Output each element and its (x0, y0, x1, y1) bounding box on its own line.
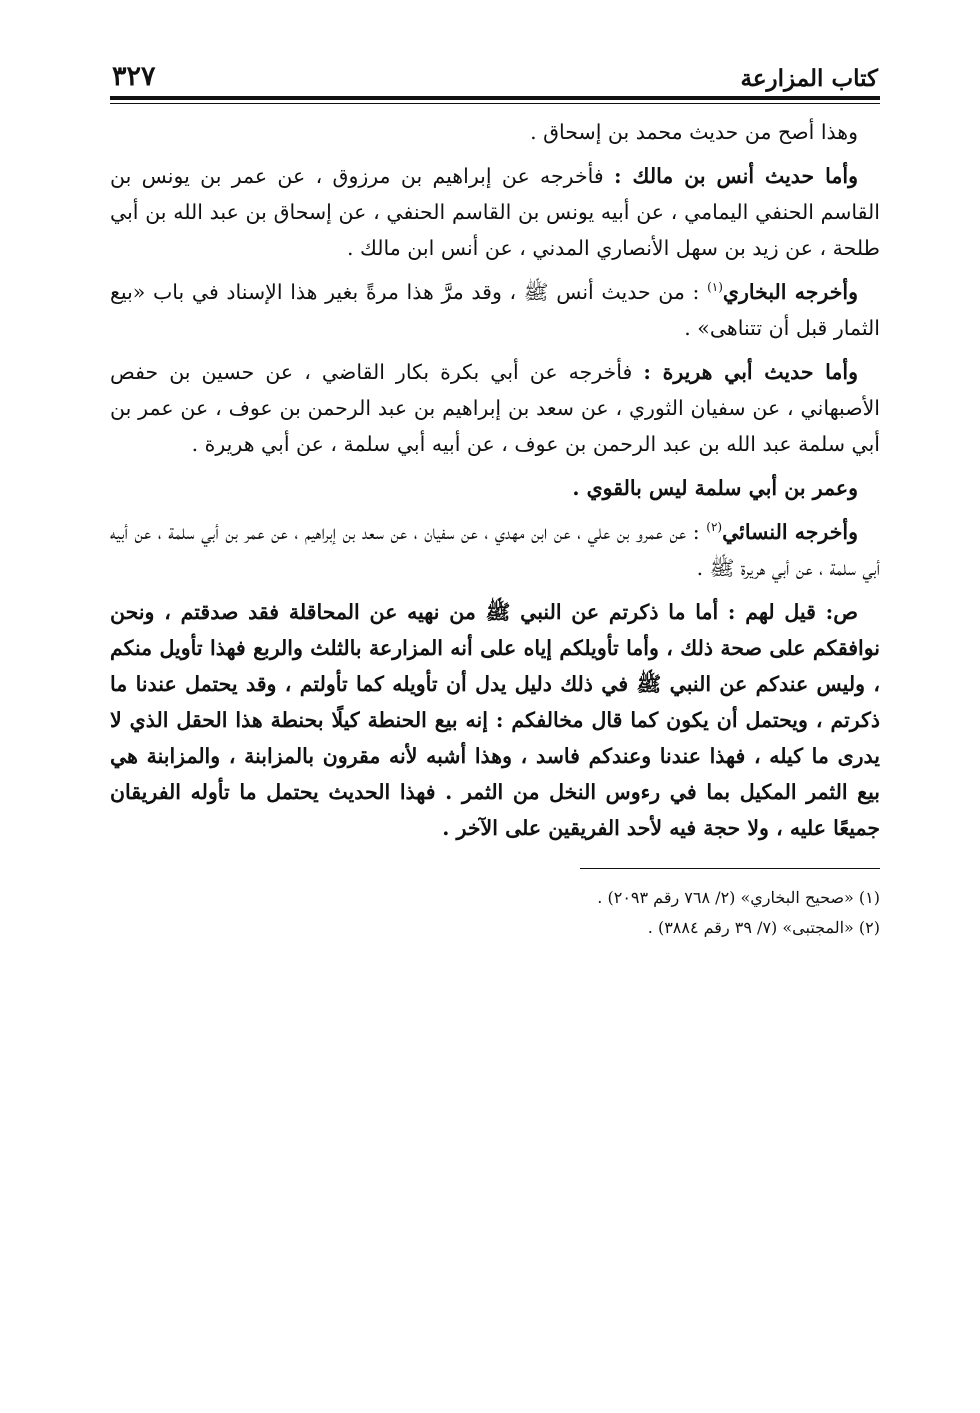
footnote-1: (١) «صحيح البخاري» (٢/ ٧٦٨ رقم ٢٠٩٣) . (597, 888, 880, 907)
paragraph-6 (110, 514, 880, 586)
paragraph-6-text: : عن عمرو بن علي ، عن ابن مهدي ، عن سفيان ، عن سعد بن إبراهيم ، عن عمر بن أبي سلمة ، عن أبيه أبي سلمة ، عن أبي هريرة ﷺ . (110, 520, 880, 580)
paragraph-7 (110, 594, 880, 846)
page-body (110, 114, 880, 846)
paragraph-1 (110, 114, 880, 150)
paragraph-4 (110, 354, 880, 462)
footnote-separator (580, 868, 880, 869)
paragraph-4-lead: وأما حديث أبي هريرة : (643, 360, 858, 384)
page-number: ٣٢٧ (112, 61, 156, 92)
paragraph-5-text: وعمر بن أبي سلمة ليس بالقوي . (572, 476, 858, 500)
paragraph-5 (110, 470, 880, 506)
header-rule-thin (110, 103, 880, 104)
paragraph-6-lead: وأخرجه النسائي (722, 520, 858, 544)
running-title: كتاب المزارعة (740, 65, 878, 92)
page-header (110, 48, 880, 92)
paragraph-3 (110, 274, 880, 346)
paragraph-2-lead: وأما حديث أنس بن مالك : (614, 164, 858, 188)
book-page (110, 48, 880, 943)
paragraph-4-text: فأخرجه عن أبي بكرة بكار القاضي ، عن حسين بن حفص الأصبهاني ، عن سفيان الثوري ، عن سعد بن إبراهيم بن عبد الرحمن بن عوف ، عن عمر بن أبي سلمة عبد الله بن عبد الرحمن بن عوف ، عن أبيه أبي سلمة ، عن أبي هريرة . (110, 360, 880, 456)
footnote-ref-2[interactable]: (٢) (706, 520, 723, 535)
paragraph-1-text: وهذا أصح من حديث محمد بن إسحاق . (530, 120, 858, 144)
paragraph-2 (110, 158, 880, 266)
paragraph-3-text: : من حديث أنس ﷺ ، وقد مرَّ هذا مرةً بغير هذا الإسناد في باب «بيع الثمار قبل أن تتناهى» . (110, 280, 880, 340)
footnote-ref-1[interactable]: (١) (707, 280, 723, 295)
footnotes (110, 883, 880, 943)
footnote-2: (٢) «المجتبى» (٧/ ٣٩ رقم ٣٨٨٤) . (647, 918, 880, 937)
header-rule-thick (110, 96, 880, 100)
paragraph-7-text: ص: قيل لهم : أما ما ذكرتم عن النبي ﷺ من نهيه عن المحاقلة فقد صدقتم ، ونحن نوافقكم على صحة ذلك ، وأما تأويلكم إياه على أنه المزارعة بالثلث والربع فهذا تأويل منكم ، وليس عندكم عن النبي ﷺ في ذلك دليل يدل أن تأويله كما تأولتم ، وقد يحتمل عندنا ما ذكرتم ، ويحتمل أن يكون كما قال مخالفكم : إنه بيع الحنطة كيلًا بحنطة هذا الحقل الذي لا يدرى ما كيله ، فهذا عندنا وعندكم فاسد ، وهذا أشبه لأنه مقرون بالمزابنة ، والمزابنة هي بيع الثمر المكيل بما في رءوس النخل من الثمر . فهذا الحديث يحتمل ما تأوله الفريقان جميعًا عليه ، ولا حجة فيه لأحد الفريقين على الآخر . (110, 600, 880, 840)
paragraph-3-lead: وأخرجه البخاري (722, 280, 858, 304)
paragraph-2-text: فأخرجه عن إبراهيم بن مرزوق ، عن عمر بن يونس بن القاسم الحنفي اليمامي ، عن أبيه يونس بن القاسم الحنفي ، عن إسحاق بن عبد الله بن أبي طلحة ، عن زيد بن سهل الأنصاري المدني ، عن أنس ابن مالك . (110, 164, 880, 260)
